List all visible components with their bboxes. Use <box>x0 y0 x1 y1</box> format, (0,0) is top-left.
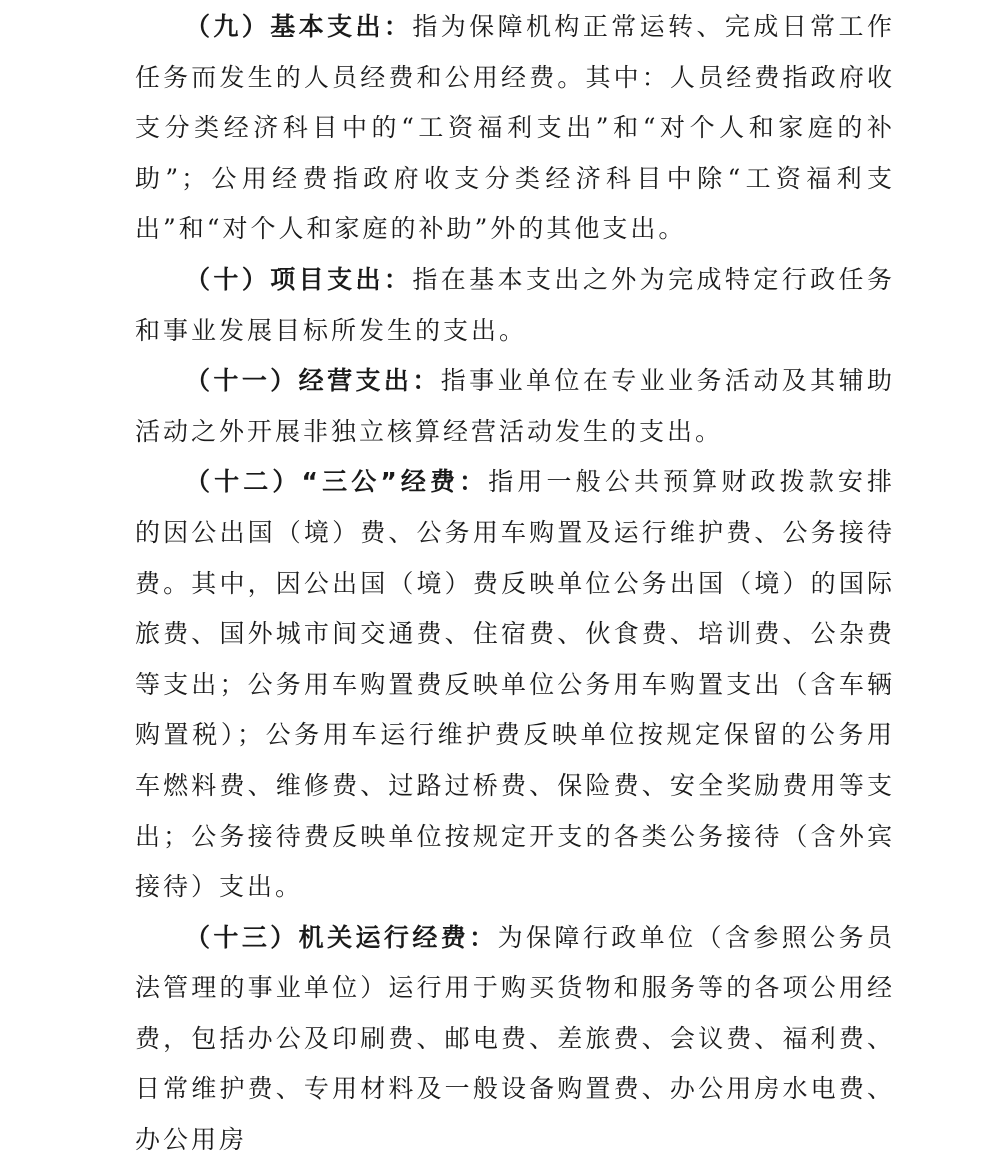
term-project-expenditure: （十）项目支出： <box>185 264 413 294</box>
paragraph-basic-expenditure <box>135 2 895 255</box>
term-basic-expenditure: （九）基本支出： <box>185 12 413 41</box>
document-body <box>135 2 895 1166</box>
definition-operating-expenditure: 指事业单位在专业业务活动及其辅助活动之外开展非独立核算经营活动发生的支出。 <box>135 366 895 446</box>
paragraph-three-public-expenses <box>135 457 895 912</box>
term-agency-operating-costs: （十三）机关运行经费： <box>185 922 498 952</box>
paragraph-project-expenditure <box>135 255 895 356</box>
definition-three-public-expenses: 指用一般公共预算财政拨款安排的因公出国（境）费、公务用车购置及运行维护费、公务接待费。其中，因公出国（境）费反映单位公务出国（境）的国际旅费、国外城市间交通费、住宿费、伙食费、培训费、公杂费等支出；公务用车购置费反映单位公务用车购置支出（含车辆购置税）；公务用车运行维护费反映单位按规定保留的公务用车燃料费、维修费、过路过桥费、保险费、安全奖励费用等支出；公务接待费反映单位按规定开支的各类公务接待（含外宾接待）支出。 <box>135 467 895 902</box>
paragraph-agency-operating-costs <box>135 913 895 1166</box>
term-three-public-expenses: （十二）“三公”经费： <box>185 467 489 497</box>
term-operating-expenditure: （十一）经营支出： <box>185 366 441 396</box>
definition-basic-expenditure: 指为保障机构正常运转、完成日常工作任务而发生的人员经费和公用经费。其中：人员经费指政府收支分类经济科目中的“工资福利支出”和“对个人和家庭的补助”；公用经费指政府收支分类经济科目中除“工资福利支出”和“对个人和家庭的补助”外的其他支出。 <box>135 12 895 244</box>
definition-project-expenditure: 指在基本支出之外为完成特定行政任务和事业发展目标所发生的支出。 <box>135 264 895 345</box>
definition-agency-operating-costs: 为保障行政单位（含参照公务员法管理的事业单位）运行用于购买货物和服务等的各项公用经费，包括办公及印刷费、邮电费、差旅费、会议费、福利费、日常维护费、专用材料及一般设备购置费、办公用房水电费、办公用房 <box>135 922 895 1155</box>
paragraph-operating-expenditure <box>135 356 895 457</box>
